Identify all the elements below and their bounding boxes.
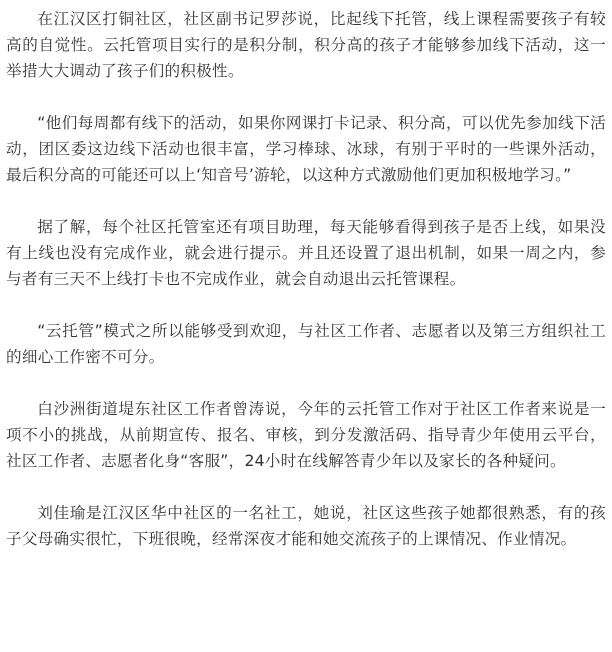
article-body	[6, 6, 606, 552]
paragraph-5: 白沙洲街道堤东社区工作者曾涛说，今年的云托管工作对于社区工作者来说是一项不小的挑战，从前期宣传、报名、审核，到分发激活码、指导青少年使用云平台，社区工作者、志愿者化身“客服”，24小时在线解答青少年以及家长的各种疑问。	[6, 400, 606, 470]
paragraph-4: “云托管”模式之所以能够受到欢迎，与社区工作者、志愿者以及第三方组织社工的细心工作密不可分。	[6, 322, 606, 366]
paragraph-6: 刘佳瑜是江汉区华中社区的一名社工，她说，社区这些孩子她都很熟悉，有的孩子父母确实很忙，下班很晚，经常深夜才能和她交流孩子的上课情况、作业情况。	[6, 504, 606, 548]
paragraph-1: 在江汉区打铜社区，社区副书记罗莎说，比起线下托管，线上课程需要孩子有较高的自觉性。云托管项目实行的是积分制，积分高的孩子才能够参加线下活动，这一举措大大调动了孩子们的积极性。	[6, 10, 606, 80]
paragraph-2: “他们每周都有线下的活动，如果你网课打卡记录、积分高，可以优先参加线下活动，团区委这边线下活动也很丰富，学习棒球、冰球，有别于平时的一些课外活动，最后积分高的可能还可以上‘知音号’游轮，以这种方式激励他们更加积极地学习。”	[6, 114, 606, 184]
paragraph-3: 据了解，每个社区托管室还有项目助理，每天能够看得到孩子是否上线，如果没有上线也没有完成作业，就会进行提示。并且还设置了退出机制，如果一周之内，参与者有三天不上线打卡也不完成作业，就会自动退出云托管课程。	[6, 218, 606, 288]
